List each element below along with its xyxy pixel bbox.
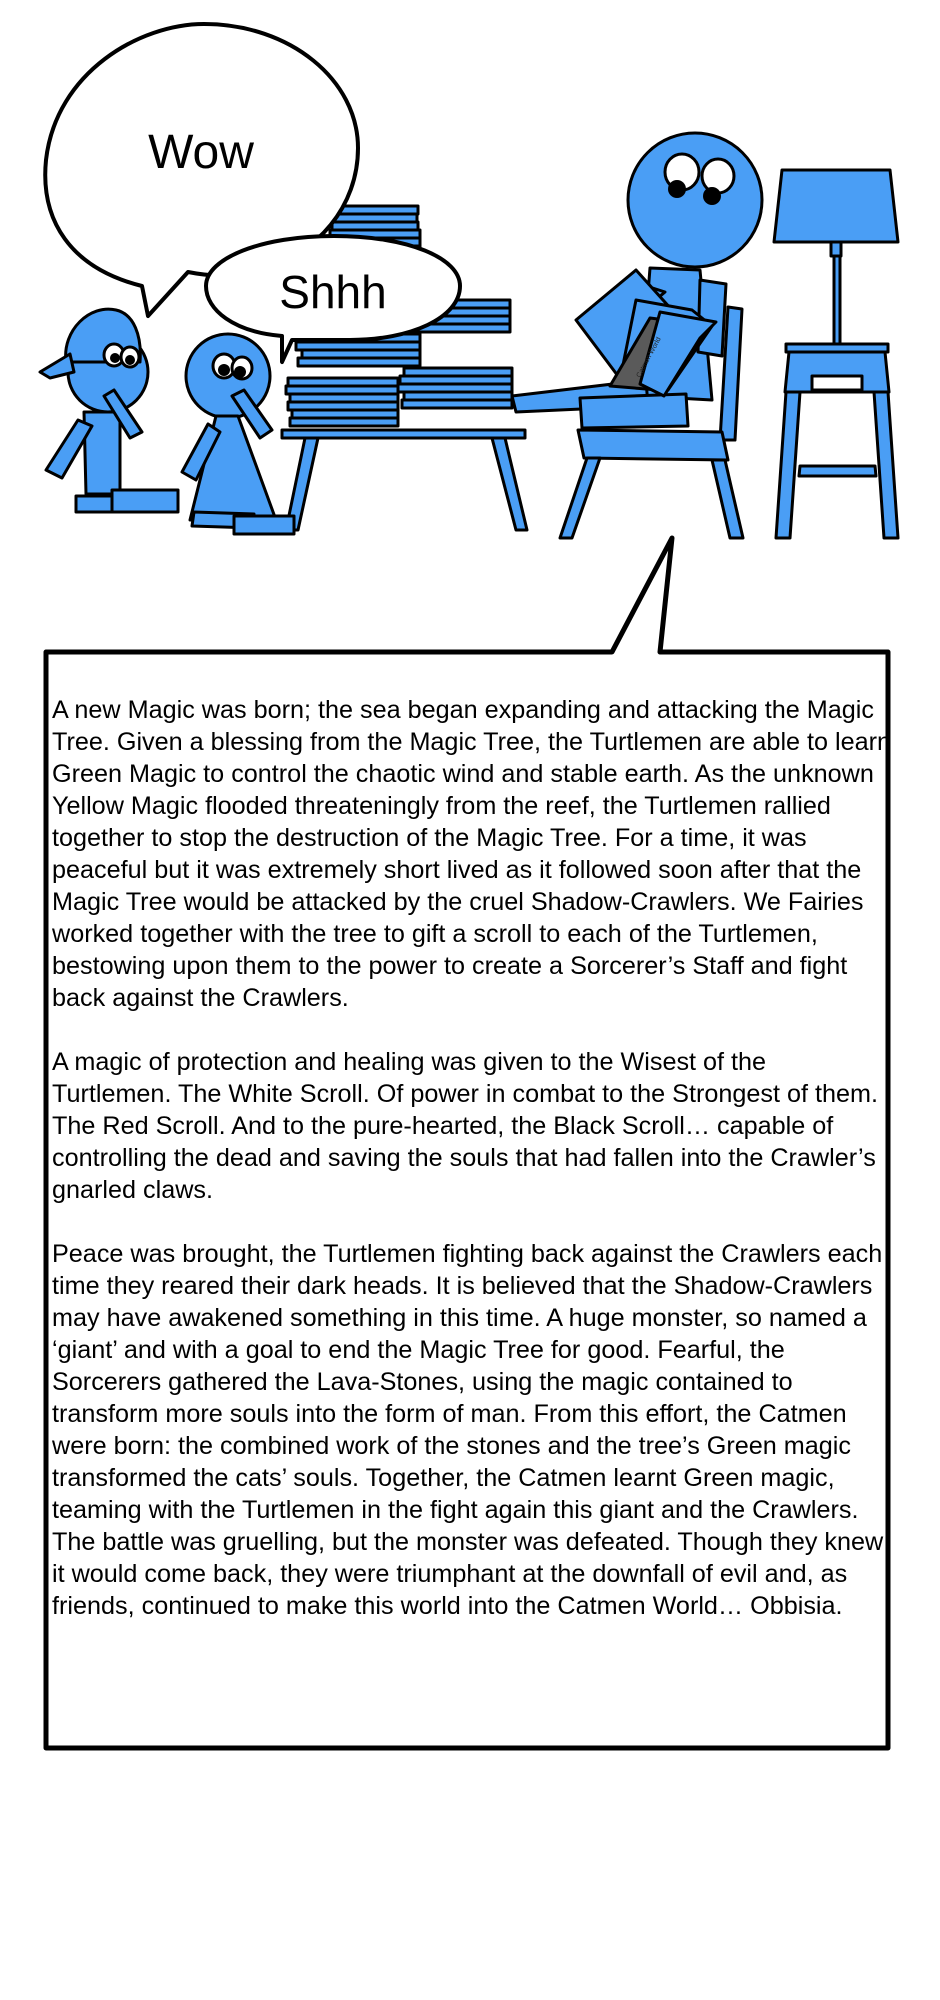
child-with-cap	[40, 309, 178, 512]
stool	[776, 344, 898, 538]
story-paragraph-1: A new Magic was born; the sea began expanding and attacking the Magic Tree. Given a blessing from the Magic Tree, the Turtlemen are able to learn Green Magic to control the chaotic wind and stable earth. As the unknown Yellow Magic flooded threateningly from the reef, the Turtlemen rallied together to stop the destruction of the Magic Tree. For a time, it was peaceful but it was extremely short lived as it followed soon after that the Magic Tree would be attacked by the cruel Shadow-Crawlers. We Fairies worked together with the tree to gift a scroll to each of the Turtlemen, bestowing upon them to the power to create a Sorcerer’s Staff and fight back against the Crawlers.	[52, 696, 892, 1012]
book-cover-title: Catmen World	[635, 336, 663, 379]
child-in-dress	[182, 334, 294, 534]
story-paragraph-3: Peace was brought, the Turtlemen fighting back against the Crawlers each time they reared their dark heads. It is believed that the Shadow-Crawlers may have awakened something in this time. A huge monster, so named a ‘giant’ and with a goal to end the Magic Tree for good. Fearful, the Sorcerers gathered the Lava-Stones, using the magic contained to transform more souls into the form of man. From this effort, the Catmen were born: the combined work of the stones and the tree’s Green magic transformed the cats’ souls. Together, the Catmen learnt Green magic, teaming with the Turtlemen in the fight again this giant and the Crawlers. The battle was gruelling, but the monster was defeated. Though they knew it would come back, they were triumphant at the downfall of evil and, as friends, continued to make this world into the Catmen World… Obbisia.	[52, 1240, 884, 1620]
shhh-text: Shhh	[279, 266, 387, 318]
story-text	[52, 694, 892, 1654]
coffee-table	[282, 430, 527, 530]
story-paragraph-2: A magic of protection and healing was given to the Wisest of the Turtlemen. The White Scroll. Of power in combat to the Strongest of them. The Red Scroll. And to the pure-hearted, the Black Scroll… capable of controlling the dead and saving the souls that had fallen into the Crawler’s gnarled claws.	[52, 1048, 878, 1204]
lamp	[774, 170, 898, 344]
wow-text: Wow	[148, 126, 254, 179]
